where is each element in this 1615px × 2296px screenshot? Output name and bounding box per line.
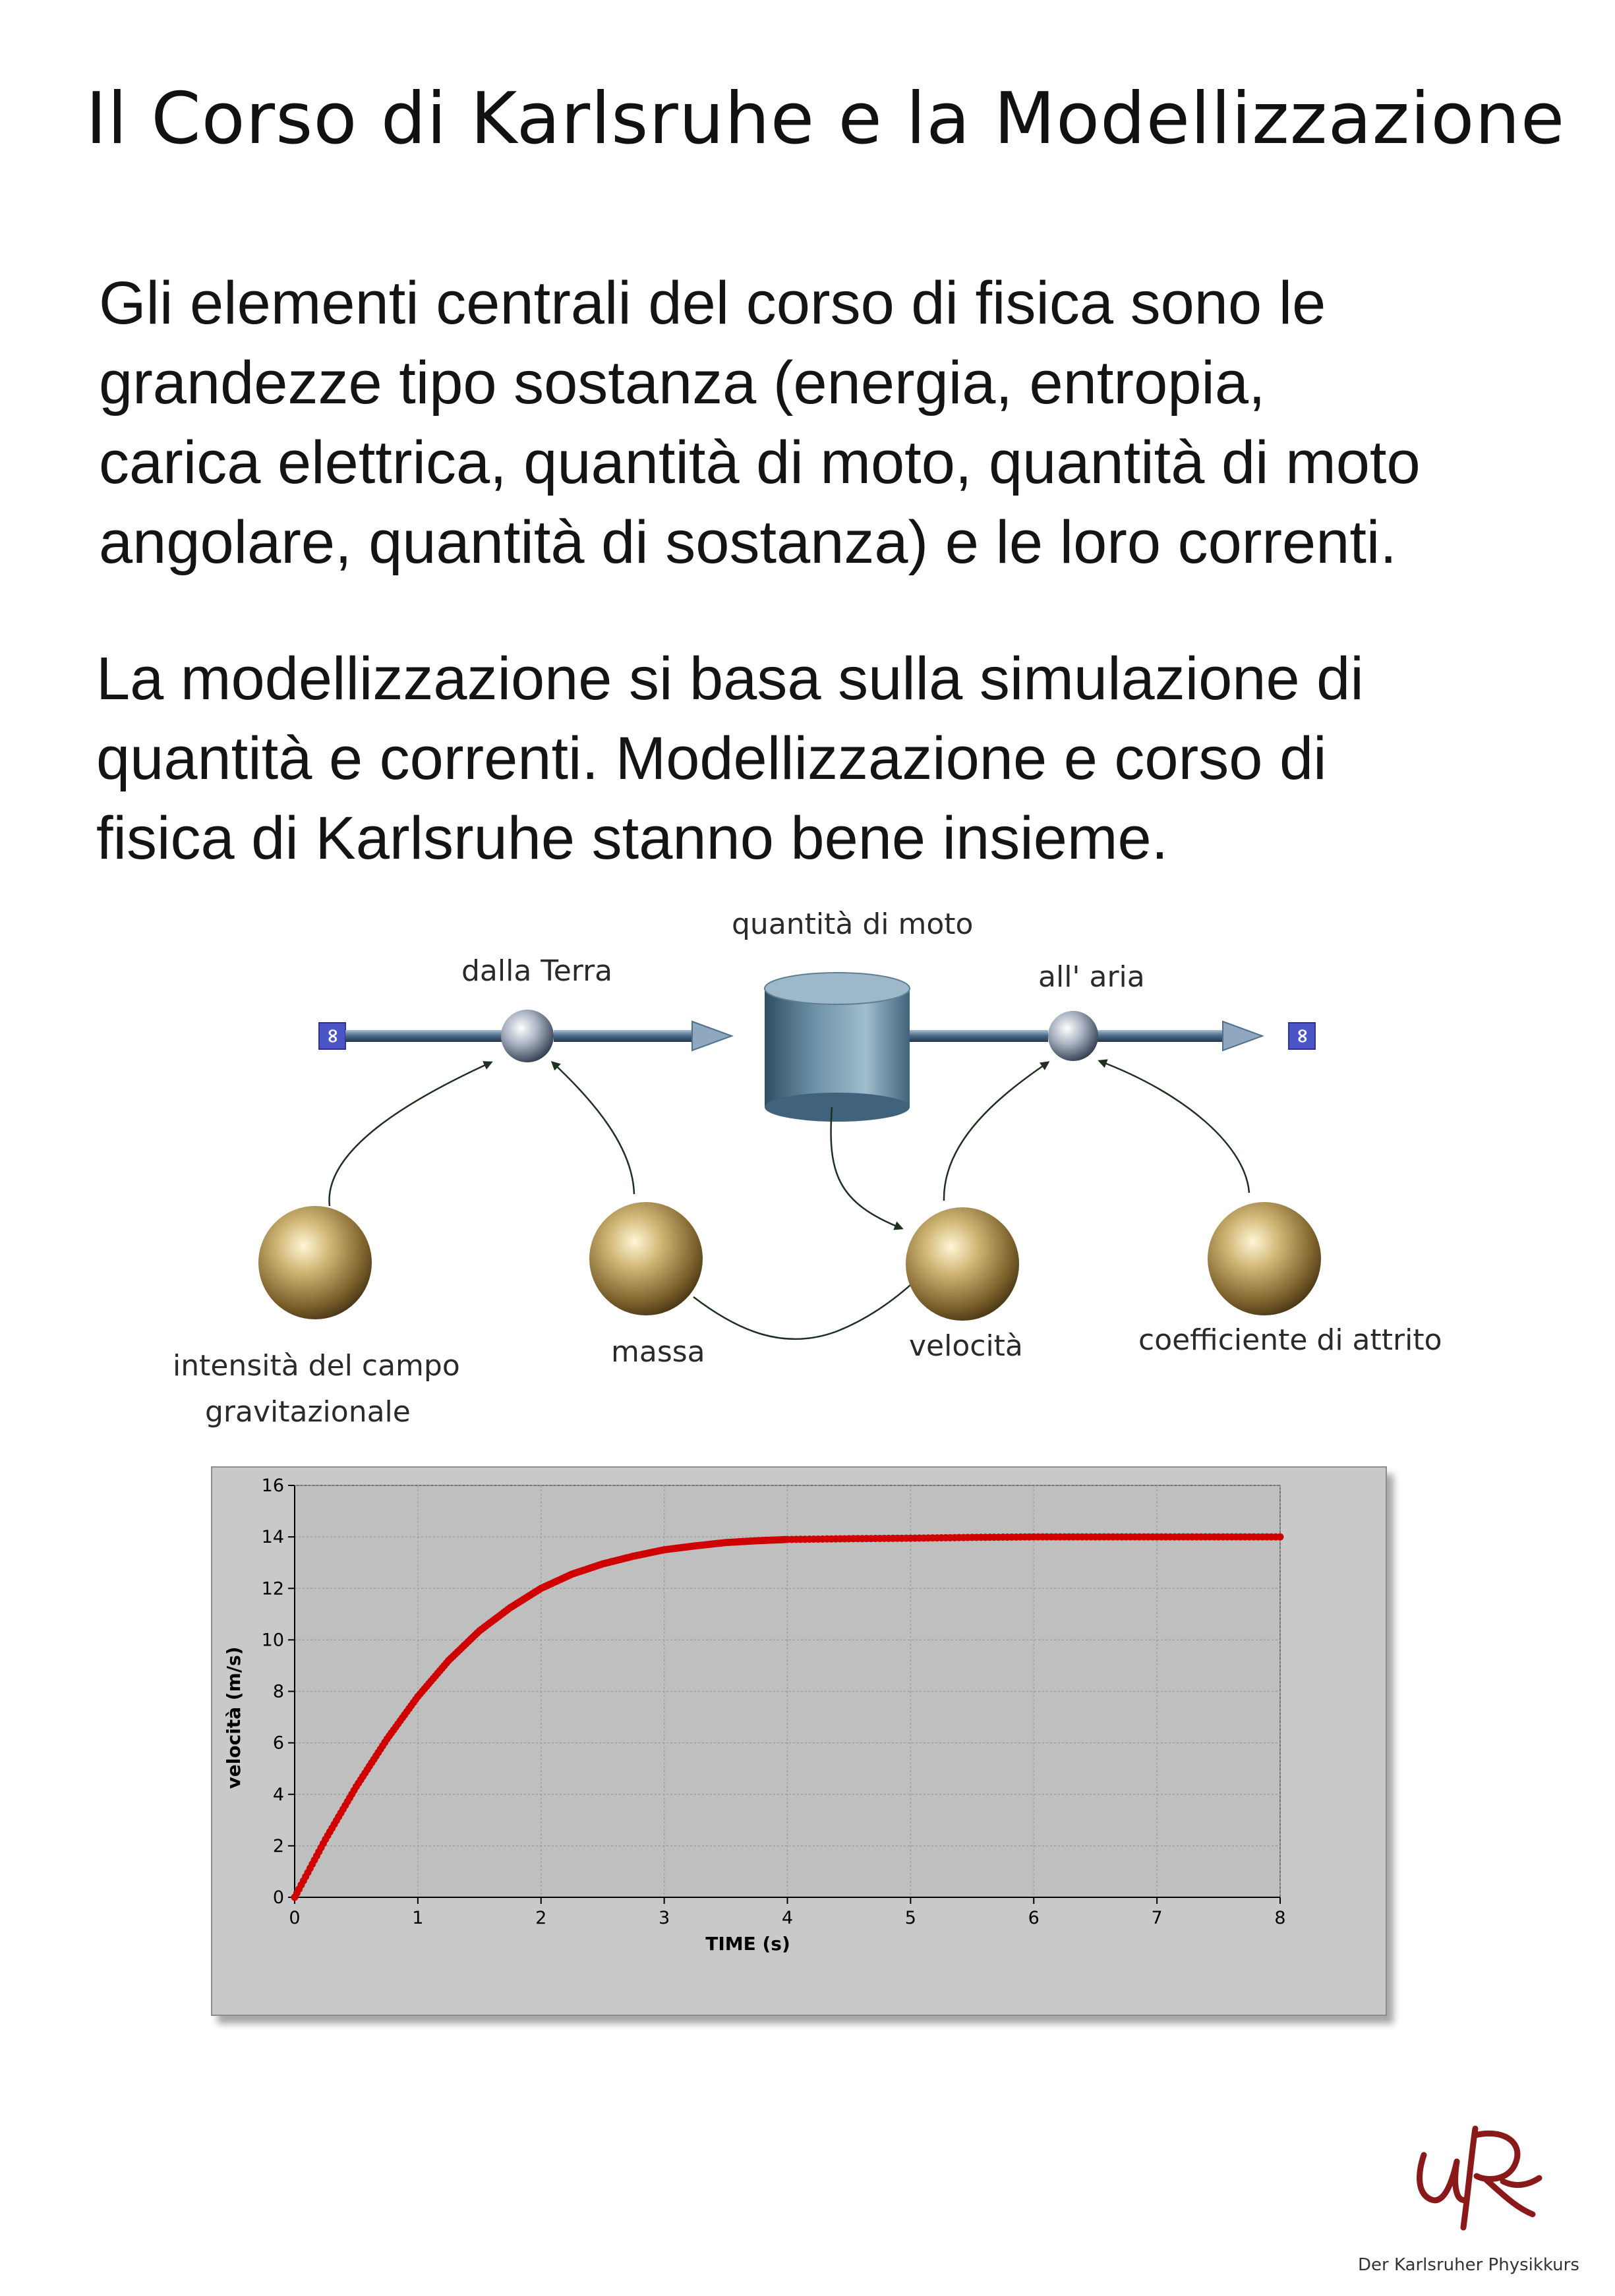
intro-line: carica elettrica, quantità di moto, quantità di moto: [99, 429, 1421, 496]
y-tick-label: 2: [272, 1835, 284, 1856]
velocity-label: velocità: [909, 1329, 1023, 1363]
connector-gravity-to-inflow: [330, 1062, 491, 1206]
gravity-label-line1: intensità del campo: [173, 1349, 460, 1383]
inflow-valve-icon: [501, 1010, 554, 1062]
x-tick-label: 5: [904, 1908, 916, 1928]
gravity-converter-icon: [258, 1206, 372, 1319]
stock-label: quantità di moto: [732, 907, 974, 941]
logo-caption: Der Karlsruher Physikkurs: [1358, 2255, 1579, 2275]
y-tick-label: 8: [272, 1681, 284, 1702]
intro-line: angolare, quantità di sostanza) e le loro correnti.: [99, 509, 1397, 576]
kpk-logo-icon: [1397, 2115, 1556, 2247]
x-tick-label: 2: [535, 1908, 547, 1928]
velocity-converter-icon: [906, 1207, 1019, 1321]
x-tick-label: 6: [1028, 1908, 1040, 1928]
connector-velocity-to-outflow: [944, 1062, 1048, 1201]
y-tick-label: 6: [272, 1733, 284, 1754]
x-tick-label: 1: [412, 1908, 424, 1928]
connector-stock-to-velocity: [831, 1107, 902, 1228]
inflow-label: dalla Terra: [461, 954, 613, 988]
y-tick-label: 10: [261, 1630, 284, 1651]
page-title: Il Corso di Karlsruhe e la Modellizzazione: [86, 78, 1566, 160]
x-axis-title: TIME (s): [705, 1933, 790, 1955]
friction-converter-icon: [1208, 1202, 1321, 1315]
mass-label: massa: [611, 1335, 705, 1369]
modelling-line: La modellizzazione si basa sulla simulazione di: [96, 645, 1364, 712]
velocity-chart-svg: [212, 1468, 1386, 2015]
velocity-chart: [211, 1466, 1387, 2016]
outflow-label: all' aria: [1038, 960, 1145, 994]
friction-label: coefficiente di attrito: [1138, 1323, 1442, 1357]
y-tick-label: 14: [261, 1527, 284, 1548]
mass-converter-icon: [589, 1202, 703, 1315]
modelling-line: quantità e correnti. Modellizzazione e corso di: [96, 725, 1327, 792]
y-tick-label: 4: [272, 1784, 284, 1805]
y-tick-label: 16: [261, 1476, 284, 1496]
source-icon: [319, 1023, 345, 1049]
data-point: [1277, 1534, 1284, 1541]
outflow-valve-icon: [1048, 1011, 1098, 1061]
y-tick-label: 12: [261, 1578, 284, 1599]
intro-line: Gli elementi centrali del corso di fisica sono le: [99, 270, 1326, 337]
svg-text:∞: ∞: [322, 1027, 345, 1045]
svg-text:∞: ∞: [1291, 1027, 1314, 1045]
modelling-line: fisica di Karlsruhe stanno bene insieme.: [96, 805, 1169, 872]
stock-cylinder-icon: [765, 973, 910, 1122]
footer-logo-area: [1358, 2115, 1579, 2280]
connector-mass-to-velocity: [693, 1278, 918, 1339]
x-tick-label: 7: [1151, 1908, 1163, 1928]
connector-friction-to-outflow: [1100, 1061, 1249, 1193]
y-tick-label: 0: [272, 1887, 284, 1908]
intro-paragraph: [99, 264, 1582, 583]
x-tick-label: 8: [1274, 1908, 1286, 1928]
connector-mass-to-inflow: [552, 1062, 634, 1194]
x-tick-label: 4: [781, 1908, 794, 1928]
intro-line: grandezze tipo sostanza (energia, entropia,: [99, 349, 1266, 416]
stock-flow-diagram: [0, 896, 1615, 1450]
x-tick-label: 0: [289, 1908, 301, 1928]
y-axis-title: velocità (m/s): [223, 1646, 245, 1789]
gravity-label-line2: gravitazionale: [205, 1395, 411, 1429]
x-tick-label: 3: [659, 1908, 670, 1928]
modelling-paragraph: [96, 639, 1579, 878]
sink-icon: [1289, 1023, 1315, 1049]
